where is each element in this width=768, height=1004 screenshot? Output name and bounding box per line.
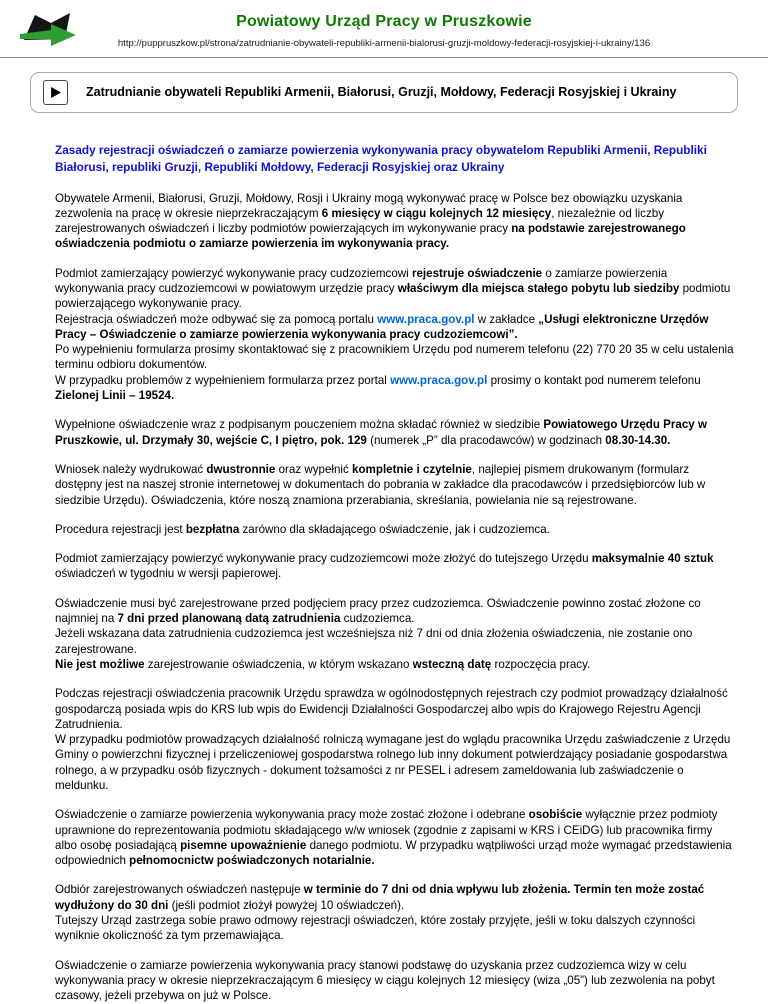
text-segment: właściwym dla miejsca stałego pobytu lub siedziby xyxy=(397,281,680,295)
text-segment: kompletnie i czytelnie xyxy=(352,462,472,476)
text-segment: Wypełnione oświadczenie wraz z podpisanym pouczeniem można składać również w siedzibie xyxy=(55,418,544,432)
text-segment: Po wypełnieniu formularza prosimy skontaktować się z pracownikiem Urzędu pod numerem telefonu (22) 770 20 35 w celu ustalenia terminu odbioru dokumentów. xyxy=(55,343,734,372)
paragraph-free-procedure xyxy=(55,522,735,537)
text-segment: , niezależnie od liczby zarejestrowanych oświadczeń i liczby podmiotów powierzających im wykonywanie pracy xyxy=(55,206,664,236)
play-triangle-icon xyxy=(43,80,68,105)
paragraph-authorization xyxy=(55,807,735,868)
text-segment: danego podmiotu. W przypadku wątpliwości urząd może wymagać przedstawienia odpowiednich xyxy=(55,838,732,868)
text-segment: Tutejszy Urząd zastrzega sobie prawo odmowy rejestracji oświadczeń, które zostały przyjęte, jeśli w toku dalszych czynności wyniknie okoliczność za tym przemawiająca. xyxy=(55,914,696,943)
text-segment: podmiotu powierzającego wykonywanie pracy. xyxy=(55,281,731,311)
paragraph-pickup-terms xyxy=(55,882,735,943)
text-segment: „Usługi elektroniczne Urzędów Pracy – Oświadczenie o zamiarze powierzenia wykonywania pracy cudzoziemcowi”. xyxy=(55,312,709,341)
paragraph-deadlines xyxy=(55,596,735,672)
text-segment: pełnomocnictw poświadczonych notarialnie. xyxy=(129,854,375,868)
text-segment: prosimy o kontakt pod numerem telefonu xyxy=(487,373,701,387)
text-segment: Jeżeli wskazana data zatrudnienia cudzoziemca jest wcześniejsza niż 7 dni od dnia złożenia oświadczenia, nie zostanie ono zarejestrowane. xyxy=(55,627,693,656)
text-segment: Rejestracja oświadczeń może odbywać się za pomocą portalu xyxy=(55,312,378,326)
text-segment: Podmiot zamierzający powierzyć wykonywanie pracy cudzoziemcowi może złożyć do tutejszego Urzędu xyxy=(55,552,592,566)
text-segment: wyłącznie przez podmioty uprawnione do reprezentowania podmiotu składającego w/w wniosek (zgodnie z zapisami w KRS i CEiDG) lub pracownika firmy albo osobę posiadającą xyxy=(55,808,718,852)
paragraph-office-address xyxy=(55,417,735,448)
text-segment: o zamiarze powierzenia wykonywania pracy cudzoziemcowi w powiatowym urzędzie pracy xyxy=(55,266,668,295)
text-segment: wsteczną datę xyxy=(412,657,492,671)
article-content xyxy=(55,142,735,1004)
text-segment: , najlepiej pismem drukowanym (formularz dostępny jest na naszej stronie internetowej w dokumentach do pobrania w zakładce dla pracodawców i przedsiębiorców lub w siedzibie Urzędu). Oświadczenia, które noszą znamiona przerabiania, skreślania, powielania nie są rejestrowane. xyxy=(55,462,706,507)
text-segment: Obywatele Armenii, Białorusi, Gruzji, Mołdowy, Rosji i Ukrainy mogą wykonywać pracę w Polsce bez obowiązku uzyskania zezwolenia na pracę w okresie nieprzekraczającym xyxy=(55,191,683,220)
text-segment: 7 dni przed planowaną datą zatrudnienia xyxy=(117,612,341,626)
article-title: Zatrudnianie obywateli Republiki Armenii, Białorusi, Gruzji, Mołdowy, Federacji Rosyjskiej i Ukrainy xyxy=(86,84,677,99)
text-segment: 6 miesięcy w ciągu kolejnych 12 miesięcy xyxy=(321,206,552,220)
text-segment: oświadczeń w tygodniu w wersji papierowej. xyxy=(55,567,282,581)
page-header xyxy=(0,0,768,58)
pup-logo-icon xyxy=(18,10,78,48)
inline-link[interactable]: www.praca.gov.pl xyxy=(390,373,488,387)
paragraph-visa-basis xyxy=(55,958,735,1004)
text-segment: oraz wypełnić xyxy=(275,462,353,476)
text-segment: W przypadku podmiotów prowadzących działalność rolniczą wymagane jest do wglądu pracownika Urzędu zaświadczenie z Urzędu Gminy o powierzchni fizycznej i przeliczeniowej gospodarstwa rolnego lub inny dokument potwierdzający posiadanie gospodarstwa rolnego, a w przypadku osób fizycznych - dokument tożsamości z nr PESEL i adresem zameldowania lub zaświadczenie o meldunku. xyxy=(55,733,731,792)
site-url: http://puppruszkow.pl/strona/zatrudnianie-obywateli-republiki-armenii-bialorusi-gruzji-moldowy-federacji-rosyjskiej-i-ukrainy/136 xyxy=(117,38,651,49)
text-segment: (jeśli podmiot złożył powyżej 10 oświadczeń). xyxy=(168,898,405,912)
text-segment: na podstawie zarejestrowanego oświadczenia podmiotu o zamiarze powierzenia im wykonywania pracy. xyxy=(55,222,686,251)
text-segment: Nie jest możliwe xyxy=(55,657,145,671)
content-heading: Zasady rejestracji oświadczeń o zamiarze powierzenia wykonywania pracy obywatelom Republiki Armenii, Republiki Białorusi, republiki Gruzji, Republiki Mołdowy, Federacji Rosyjskiej oraz Ukrainy xyxy=(55,143,707,174)
paragraph-exemption-rule xyxy=(55,191,735,252)
text-segment: Powiatowego Urzędu Pracy w Pruszkowie, ul. Drzymały 30, wejście C, I piętro, pok. 129 xyxy=(55,418,707,447)
text-segment: bezpłatna xyxy=(185,522,240,536)
text-segment: Podmiot zamierzający powierzyć wykonywanie pracy cudzoziemcowi xyxy=(55,266,412,280)
site-title: Powiatowy Urząd Pracy w Pruszkowie xyxy=(236,13,532,30)
text-segment: rozpoczęcia pracy. xyxy=(491,657,591,671)
text-segment: Podczas rejestracji oświadczenia pracownik Urzędu sprawdza w ogólnodostępnych rejestrach czy podmiot prowadzący działalność gospodarczą posiada wpis do KRS lub wpis do Ewidencji Działalności Gospodarczej albo wpis do Krajowego Rejestru Agencji Zatrudnienia. xyxy=(55,687,728,731)
text-segment: Oświadczenie o zamiarze powierzenia wykonywania pracy może zostać złożone i odebrane xyxy=(55,808,529,822)
text-segment: maksymalnie 40 sztuk xyxy=(591,552,714,566)
text-segment: (numerek „P” dla pracodawców) w godzinach xyxy=(366,433,606,447)
text-segment: W przypadku problemów z wypełnieniem formularza przez portal xyxy=(55,373,391,387)
paragraph-weekly-limit xyxy=(55,551,735,582)
text-segment: osobiście xyxy=(528,808,583,822)
text-segment: pisemne upoważnienie xyxy=(180,838,307,852)
text-segment: Odbiór zarejestrowanych oświadczeń następuje xyxy=(55,883,304,897)
text-segment: zarejestrowanie oświadczenia, w którym wskazano xyxy=(144,657,413,671)
text-segment: Wniosek należy wydrukować xyxy=(55,462,207,476)
text-segment: w terminie do 7 dni od dnia wpływu lub złożenia. Termin ten może zostać wydłużony do 30 dni xyxy=(55,883,705,912)
paragraph-registration xyxy=(55,266,735,404)
text-segment: dwustronnie xyxy=(206,462,276,476)
text-segment: Oświadczenie musi być zarejestrowane przed podjęciem pracy przez cudzoziemca. Oświadczenie powinno zostać złożone co najmniej na xyxy=(55,596,701,626)
text-segment: rejestruje oświadczenie xyxy=(411,266,543,280)
text-segment: Zielonej Linii – 19524. xyxy=(55,389,175,403)
text-segment: cudzoziemca. xyxy=(340,612,415,626)
paragraph-form-printing xyxy=(55,462,735,508)
paragraph-registry-check xyxy=(55,686,735,793)
text-segment: Oświadczenie o zamiarze powierzenia wykonywania pracy stanowi podstawę do uzyskania przez cudzoziemca wizy w celu wykonywania pracy w okresie nieprzekraczającym 6 miesięcy w ciągu kolejnych 12 miesięcy (wiza „05”) lub zezwolenia na pobyt czasowy, jeżeli przebywa on już w Polsce. xyxy=(55,958,715,1003)
text-segment: zarówno dla składającego oświadczenie, jak i cudzoziemca. xyxy=(239,522,550,536)
inline-link[interactable]: www.praca.gov.pl xyxy=(377,312,475,326)
text-segment: w zakładce xyxy=(474,312,539,326)
article-header xyxy=(30,72,738,113)
text-segment: Procedura rejestracji jest xyxy=(55,522,186,536)
text-segment: 08.30-14.30. xyxy=(605,433,671,447)
